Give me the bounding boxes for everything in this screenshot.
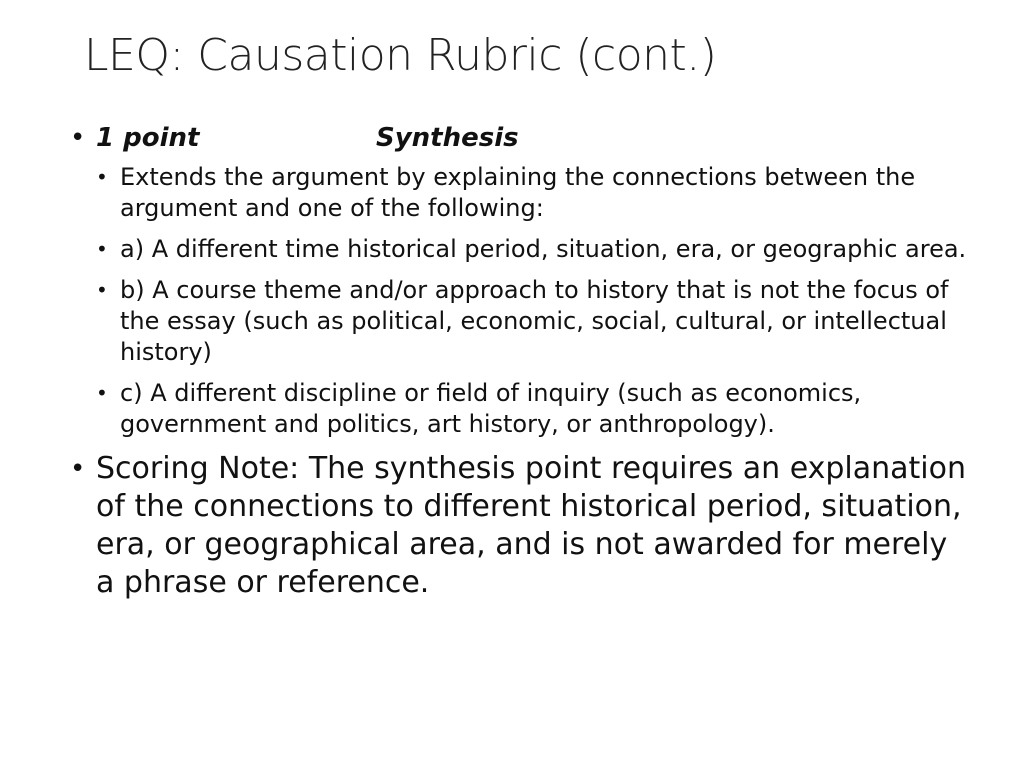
point-category: Synthesis (376, 123, 519, 153)
bullet-icon: • (70, 454, 86, 484)
criteria-list (96, 162, 970, 440)
slide-body (70, 120, 970, 602)
slide-title: LEQ: Causation Rubric (cont.) (84, 30, 717, 81)
bullet-icon: • (96, 278, 108, 302)
list-item-text: Extends the argument by explaining the connections between the argument and one of the following: (120, 163, 916, 222)
scoring-note (70, 450, 970, 602)
point-value: 1 point (96, 123, 200, 153)
bullet-icon: • (96, 237, 108, 261)
point-bullet (70, 120, 970, 156)
bullet-icon: • (96, 165, 108, 189)
bullet-icon: • (96, 381, 108, 405)
list-item (96, 275, 970, 368)
list-item-text: b) A course theme and/or approach to history that is not the focus of the essay (such as political, economic, social, cultural, or intellectual history) (120, 276, 949, 366)
list-item-text: a) A different time historical period, situation, era, or geographic area. (120, 235, 967, 263)
list-item-text: c) A different discipline or field of inquiry (such as economics, government and politics, art history, or anthropology). (120, 379, 862, 438)
bullet-icon: • (70, 123, 86, 153)
list-item (96, 378, 970, 440)
scoring-note-text: Scoring Note: The synthesis point requires an explanation of the connections to different historical period, situation, era, or geographical area, and is not awarded for merely a phrase or reference. (96, 451, 967, 600)
list-item (96, 162, 970, 224)
list-item (96, 234, 970, 265)
